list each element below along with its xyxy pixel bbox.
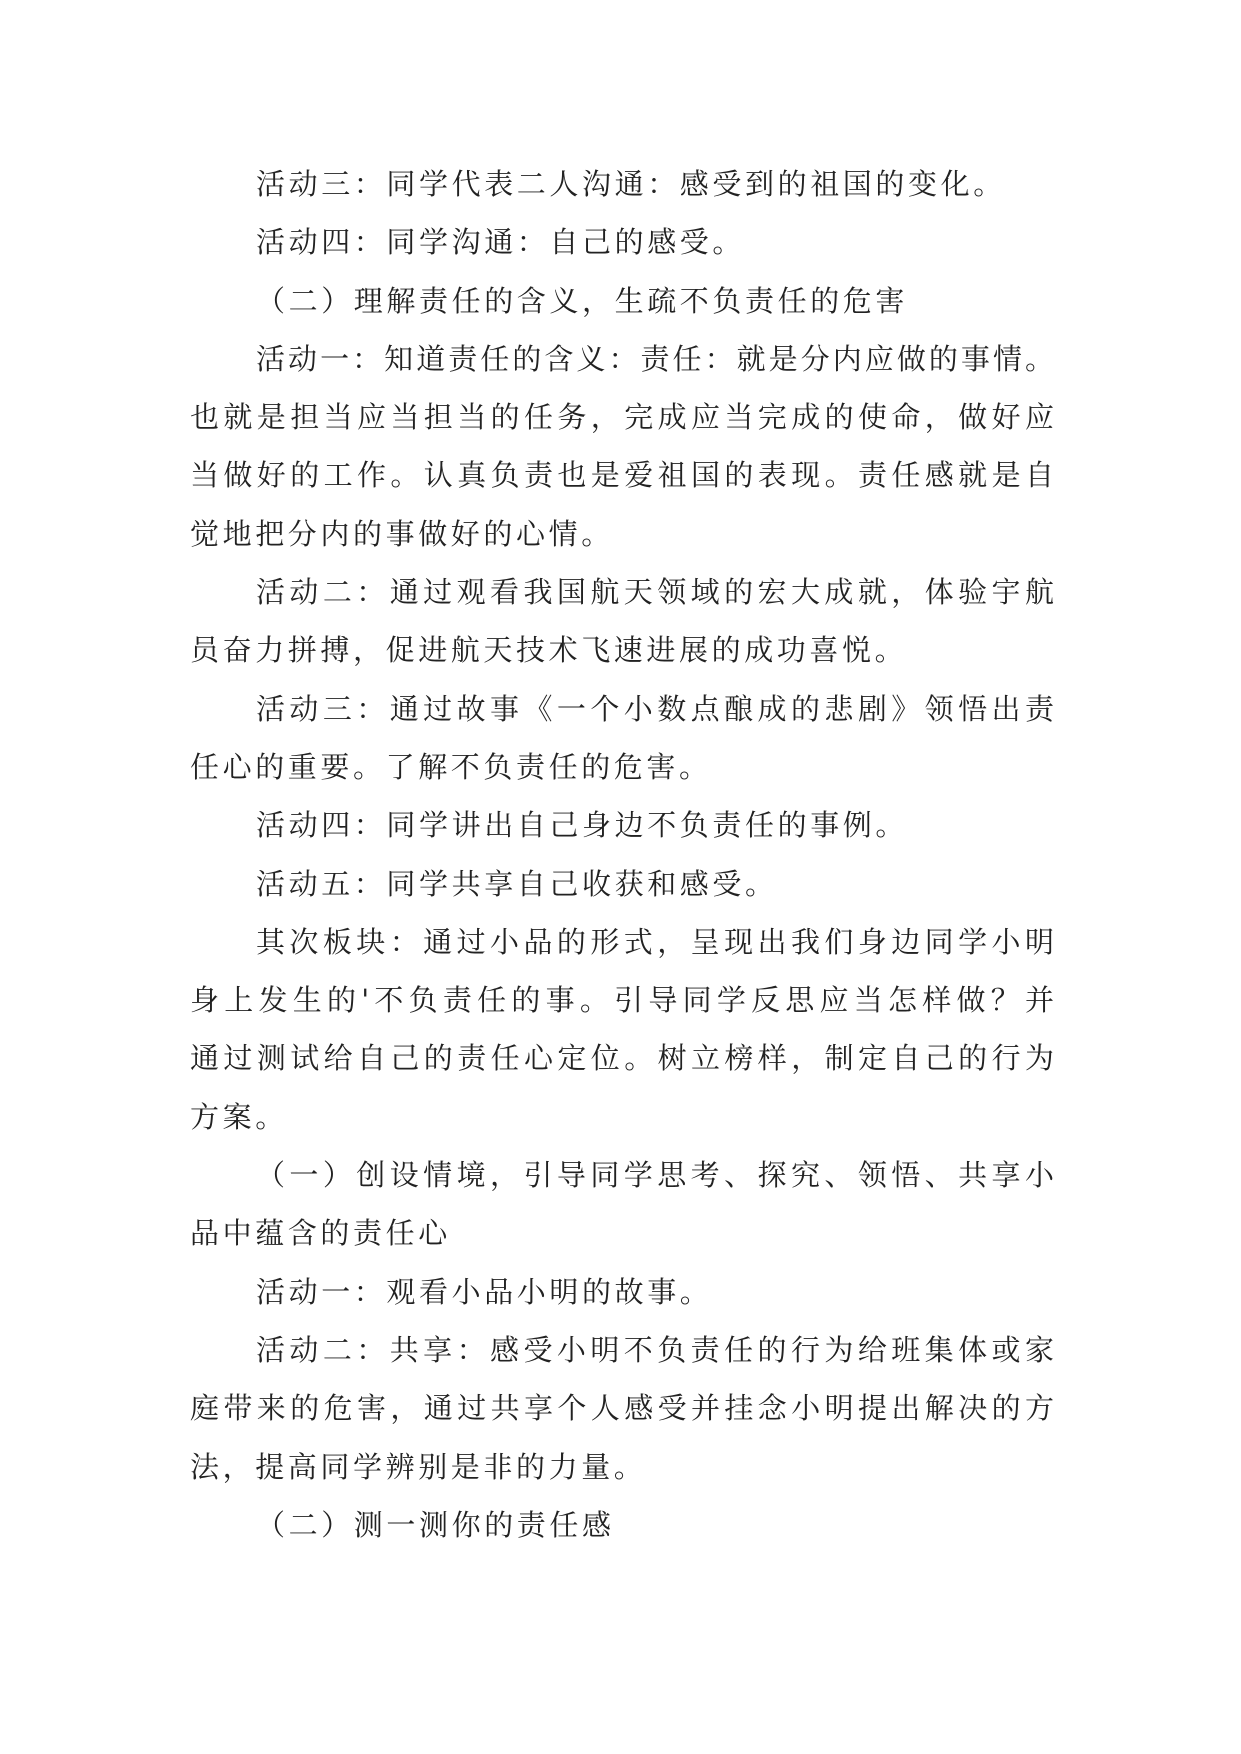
paragraph-line: 活动三：通过故事《一个小数点酿成的悲剧》领悟出责 (256, 691, 1054, 726)
paragraph-line: 活动四：同学沟通：自己的感受。 (256, 225, 746, 260)
paragraph-line: 方案。 (190, 1099, 288, 1134)
activity-paragraph (190, 155, 1054, 213)
subsection-heading (190, 272, 1054, 330)
paragraph-line: 任心的重要。了解不负责任的危害。 (190, 749, 712, 784)
activity-paragraph (190, 680, 1054, 797)
activity-paragraph (190, 563, 1054, 680)
activity-paragraph (190, 1321, 1054, 1496)
paragraph-line: 活动一：知道责任的含义：责任：就是分内应做的事情。 (256, 341, 1054, 376)
activity-paragraph (190, 330, 1054, 563)
paragraph-line: 法，提高同学辨别是非的力量。 (190, 1449, 647, 1484)
paragraph-line: 庭带来的危害，通过共享个人感受并挂念小明提出解决的方 (190, 1391, 1054, 1426)
heading-line: （二）理解责任的含义，生疏不负责任的危害 (256, 283, 909, 318)
paragraph-line: 活动三：同学代表二人沟通：感受到的祖国的变化。 (256, 167, 1006, 201)
paragraph-line: 其次板块：通过小品的形式，呈现出我们身边同学小明 (256, 924, 1054, 959)
paragraph-line: 觉地把分内的事做好的心情。 (190, 516, 614, 551)
paragraph-line: 通过测试给自己的责任心定位。树立榜样，制定自己的行为 (190, 1041, 1054, 1076)
subsection-heading (190, 1496, 1054, 1554)
paragraph-line: 活动一：观看小品小明的故事。 (256, 1274, 713, 1309)
paragraph-line: 活动二：通过观看我国航天领域的宏大成就，体验宇航 (256, 575, 1054, 610)
paragraph-line: 也就是担当应当担当的任务，完成应当完成的使命，做好应 (190, 400, 1054, 435)
paragraph-line: 活动五：同学共享自己收获和感受。 (256, 866, 778, 901)
heading-line: （二）测一测你的责任感 (256, 1507, 615, 1542)
document-body (190, 155, 1054, 1554)
paragraph-line: 活动二：共享：感受小明不负责任的行为给班集体或家 (256, 1332, 1054, 1367)
activity-paragraph (190, 855, 1054, 913)
subsection-heading (190, 1146, 1054, 1263)
paragraph-line: 身上发生的'不负责任的事。引导同学反思应当怎样做？并 (190, 983, 1054, 1018)
activity-paragraph (190, 796, 1054, 854)
heading-line: （一）创设情境，引导同学思考、探究、领悟、共享小 (256, 1158, 1054, 1193)
heading-line: 品中蕴含的责任心 (190, 1216, 451, 1251)
section-paragraph (190, 913, 1054, 1146)
activity-paragraph (190, 213, 1054, 271)
activity-paragraph (190, 1263, 1054, 1321)
paragraph-line: 员奋力拼搏，促进航天技术飞速进展的成功喜悦。 (190, 633, 908, 668)
paragraph-line: 活动四：同学讲出自己身边不负责任的事例。 (256, 808, 909, 843)
paragraph-line: 当做好的工作。认真负责也是爱祖国的表现。责任感就是自 (190, 458, 1054, 493)
